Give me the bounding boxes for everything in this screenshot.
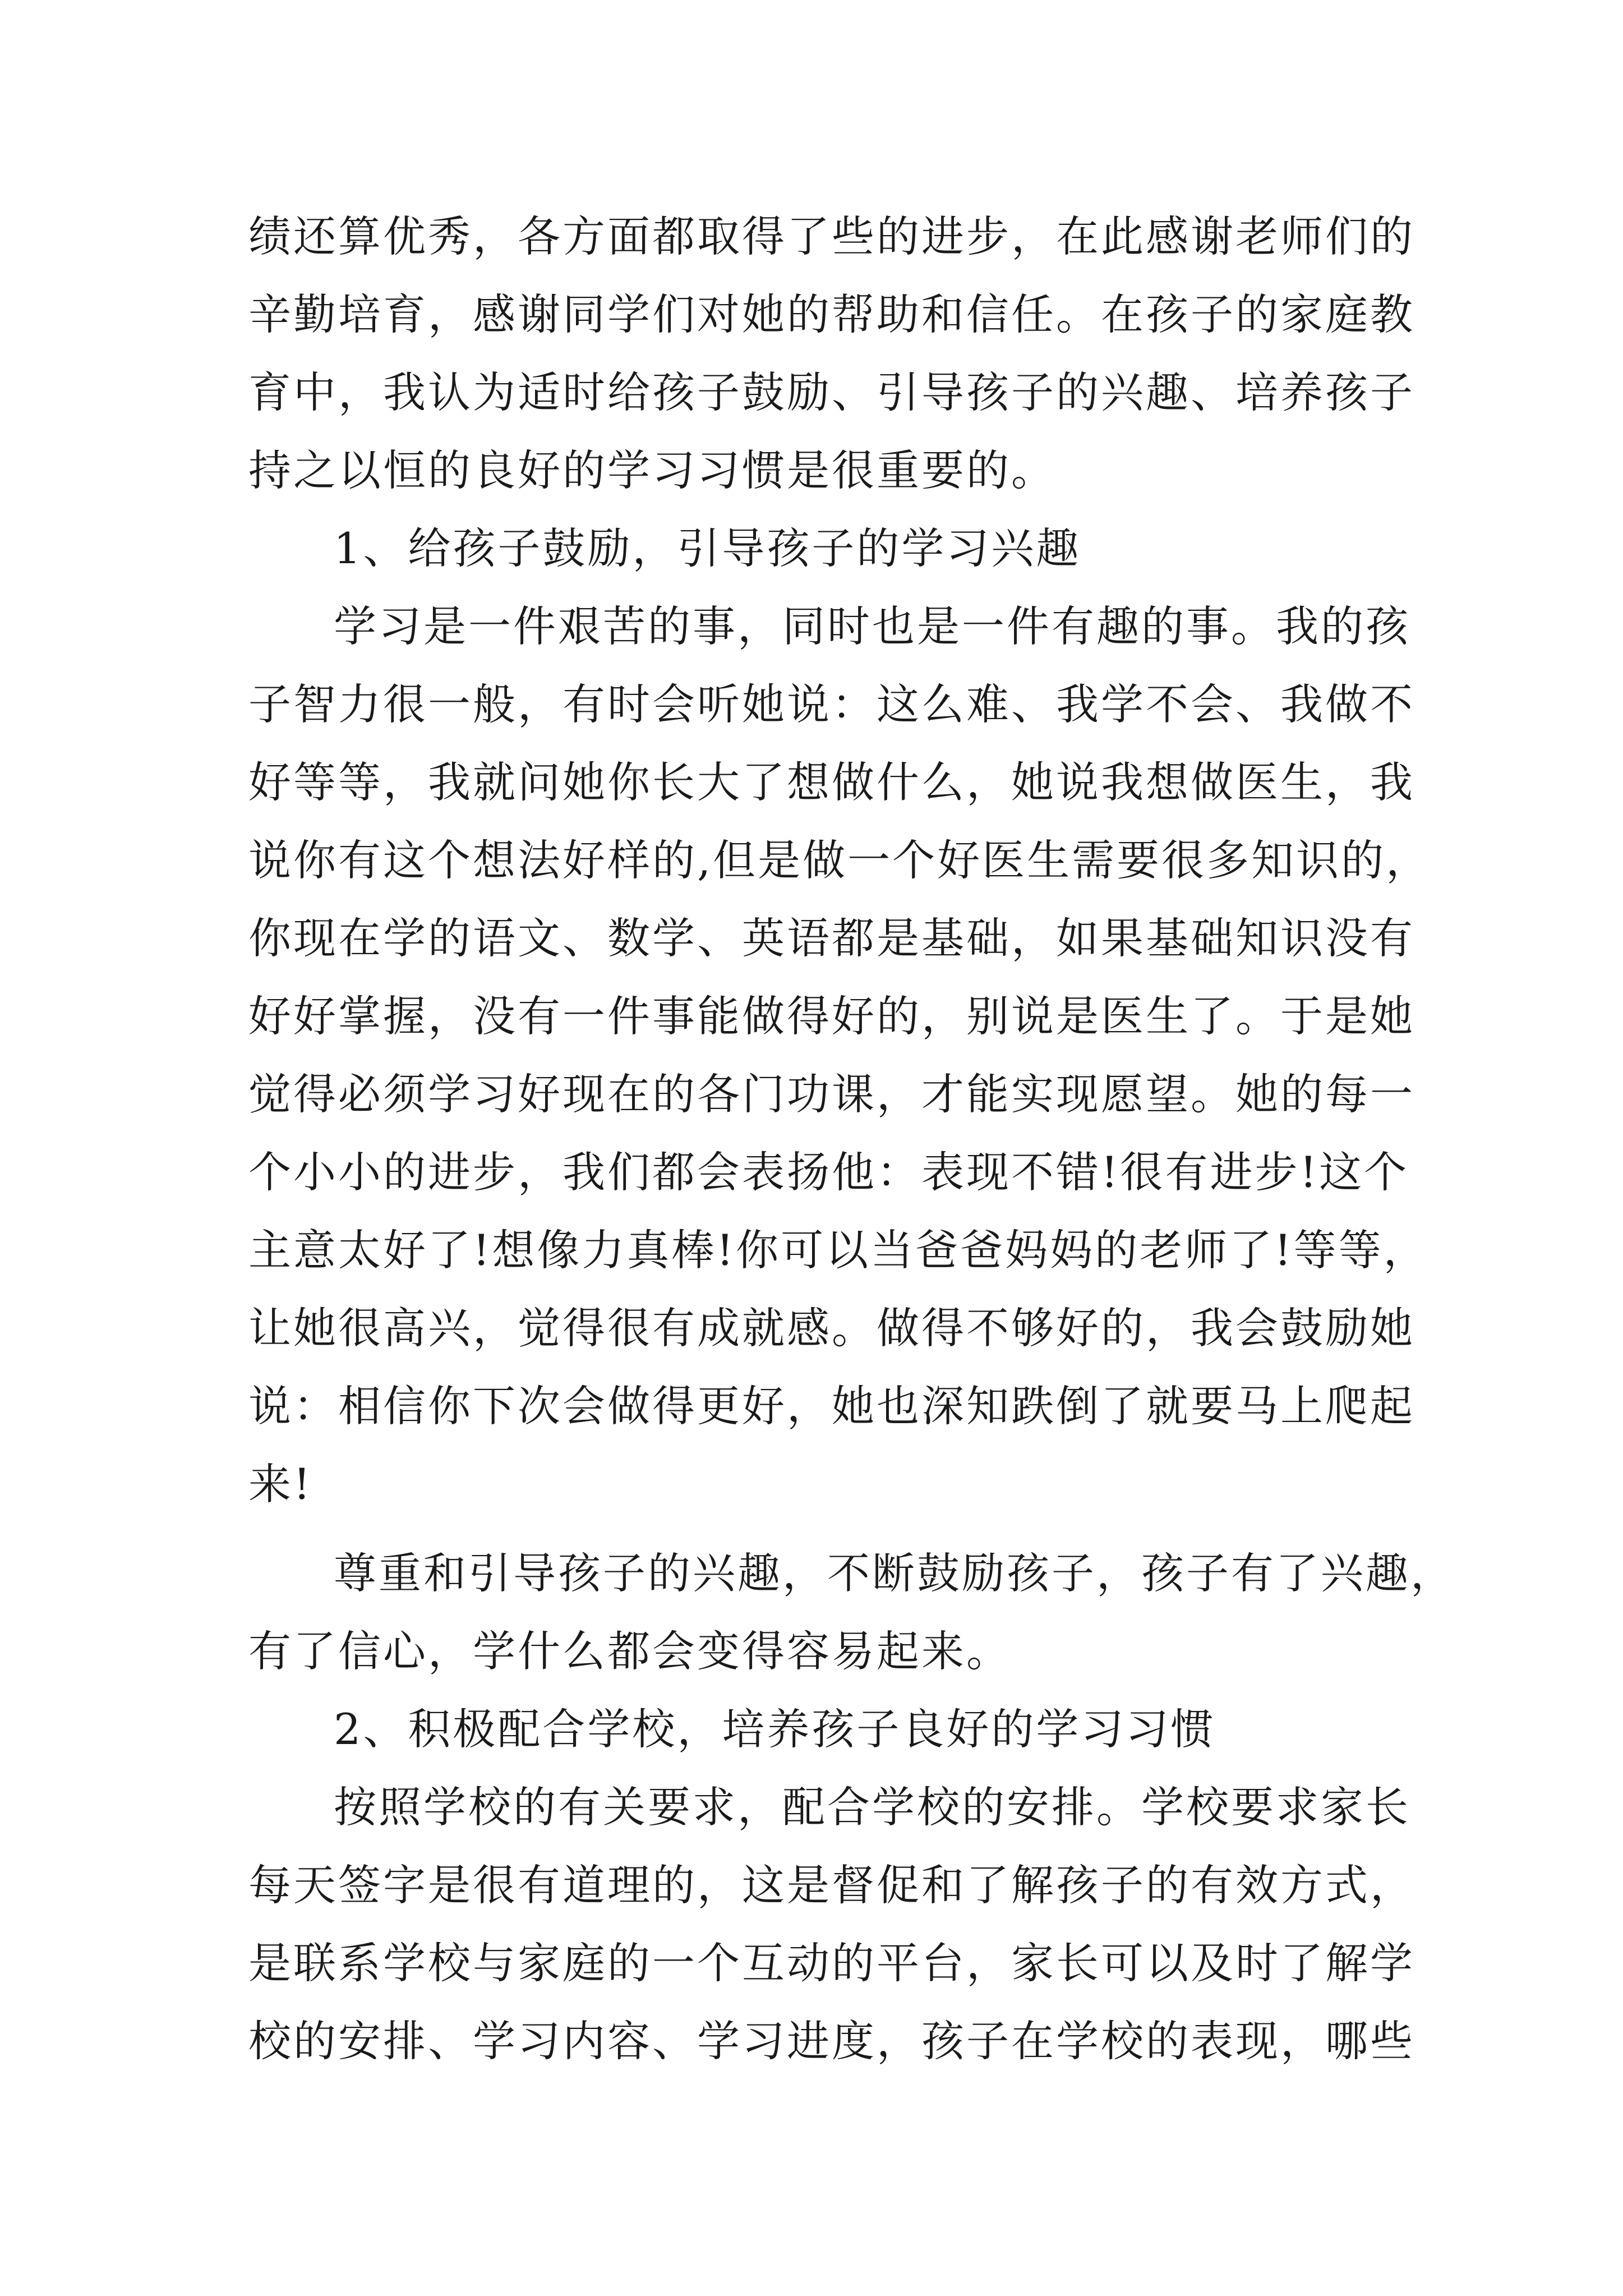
text-line: 尊重和引导孩子的兴趣，不断鼓励孩子，孩子有了兴趣， (334, 1548, 1455, 1598)
text-line: 好等等，我就问她你长大了想做什么，她说我想做医生，我 (248, 757, 1415, 807)
text-line: 校的安排、学习内容、学习进度，孩子在学校的表现，哪些 (248, 2016, 1415, 2066)
text-line: 按照学校的有关要求，配合学校的安排。学校要求家长 (334, 1782, 1410, 1832)
text-line: 育中，我认为适时给孩子鼓励、引导孩子的兴趣、培养孩子 (248, 367, 1415, 417)
text-line: 主意太好了!想像力真棒!你可以当爸爸妈妈的老师了!等等， (248, 1225, 1428, 1275)
text-line: 是联系学校与家庭的一个互动的平台，家长可以及时了解学 (248, 1938, 1415, 1988)
text-line: 说：相信你下次会做得更好，她也深知跌倒了就要马上爬起 (248, 1381, 1415, 1431)
text-line: 绩还算优秀，各方面都取得了些的进步，在此感谢老师们的 (248, 211, 1415, 261)
text-line: 来! (248, 1459, 313, 1509)
document-body (248, 197, 1455, 2080)
text-line: 每天签字是很有道理的，这是督促和了解孩子的有效方式， (248, 1860, 1415, 1910)
text-line: 有了信心，学什么都会变得容易起来。 (248, 1626, 1011, 1676)
text-line: 辛勤培育，感谢同学们对她的帮助和信任。在孩子的家庭教 (248, 289, 1415, 339)
section-heading-2: 2、积极配合学校，培养孩子良好的学习习惯 (334, 1704, 1216, 1754)
text-line: 觉得必须学习好现在的各门功课，才能实现愿望。她的每一 (248, 1069, 1415, 1119)
text-line: 学习是一件艰苦的事，同时也是一件有趣的事。我的孩 (334, 601, 1410, 651)
text-line: 好好掌握，没有一件事能做得好的，别说是医生了。于是她 (248, 991, 1415, 1041)
text-line: 子智力很一般，有时会听她说：这么难、我学不会、我做不 (248, 679, 1415, 729)
text-line: 个小小的进步，我们都会表扬他：表现不错!很有进步!这个 (248, 1147, 1409, 1197)
section-heading-1: 1、给孩子鼓励，引导孩子的学习兴趣 (334, 523, 1081, 573)
text-line: 持之以恒的良好的学习习惯是很重要的。 (248, 445, 1056, 495)
text-line: 你现在学的语文、数学、英语都是基础，如果基础知识没有 (248, 913, 1415, 963)
text-line: 让她很高兴，觉得很有成就感。做得不够好的，我会鼓励她 (248, 1303, 1415, 1353)
text-line: 说你有这个想法好样的,但是做一个好医生需要很多知识的， (248, 835, 1431, 885)
